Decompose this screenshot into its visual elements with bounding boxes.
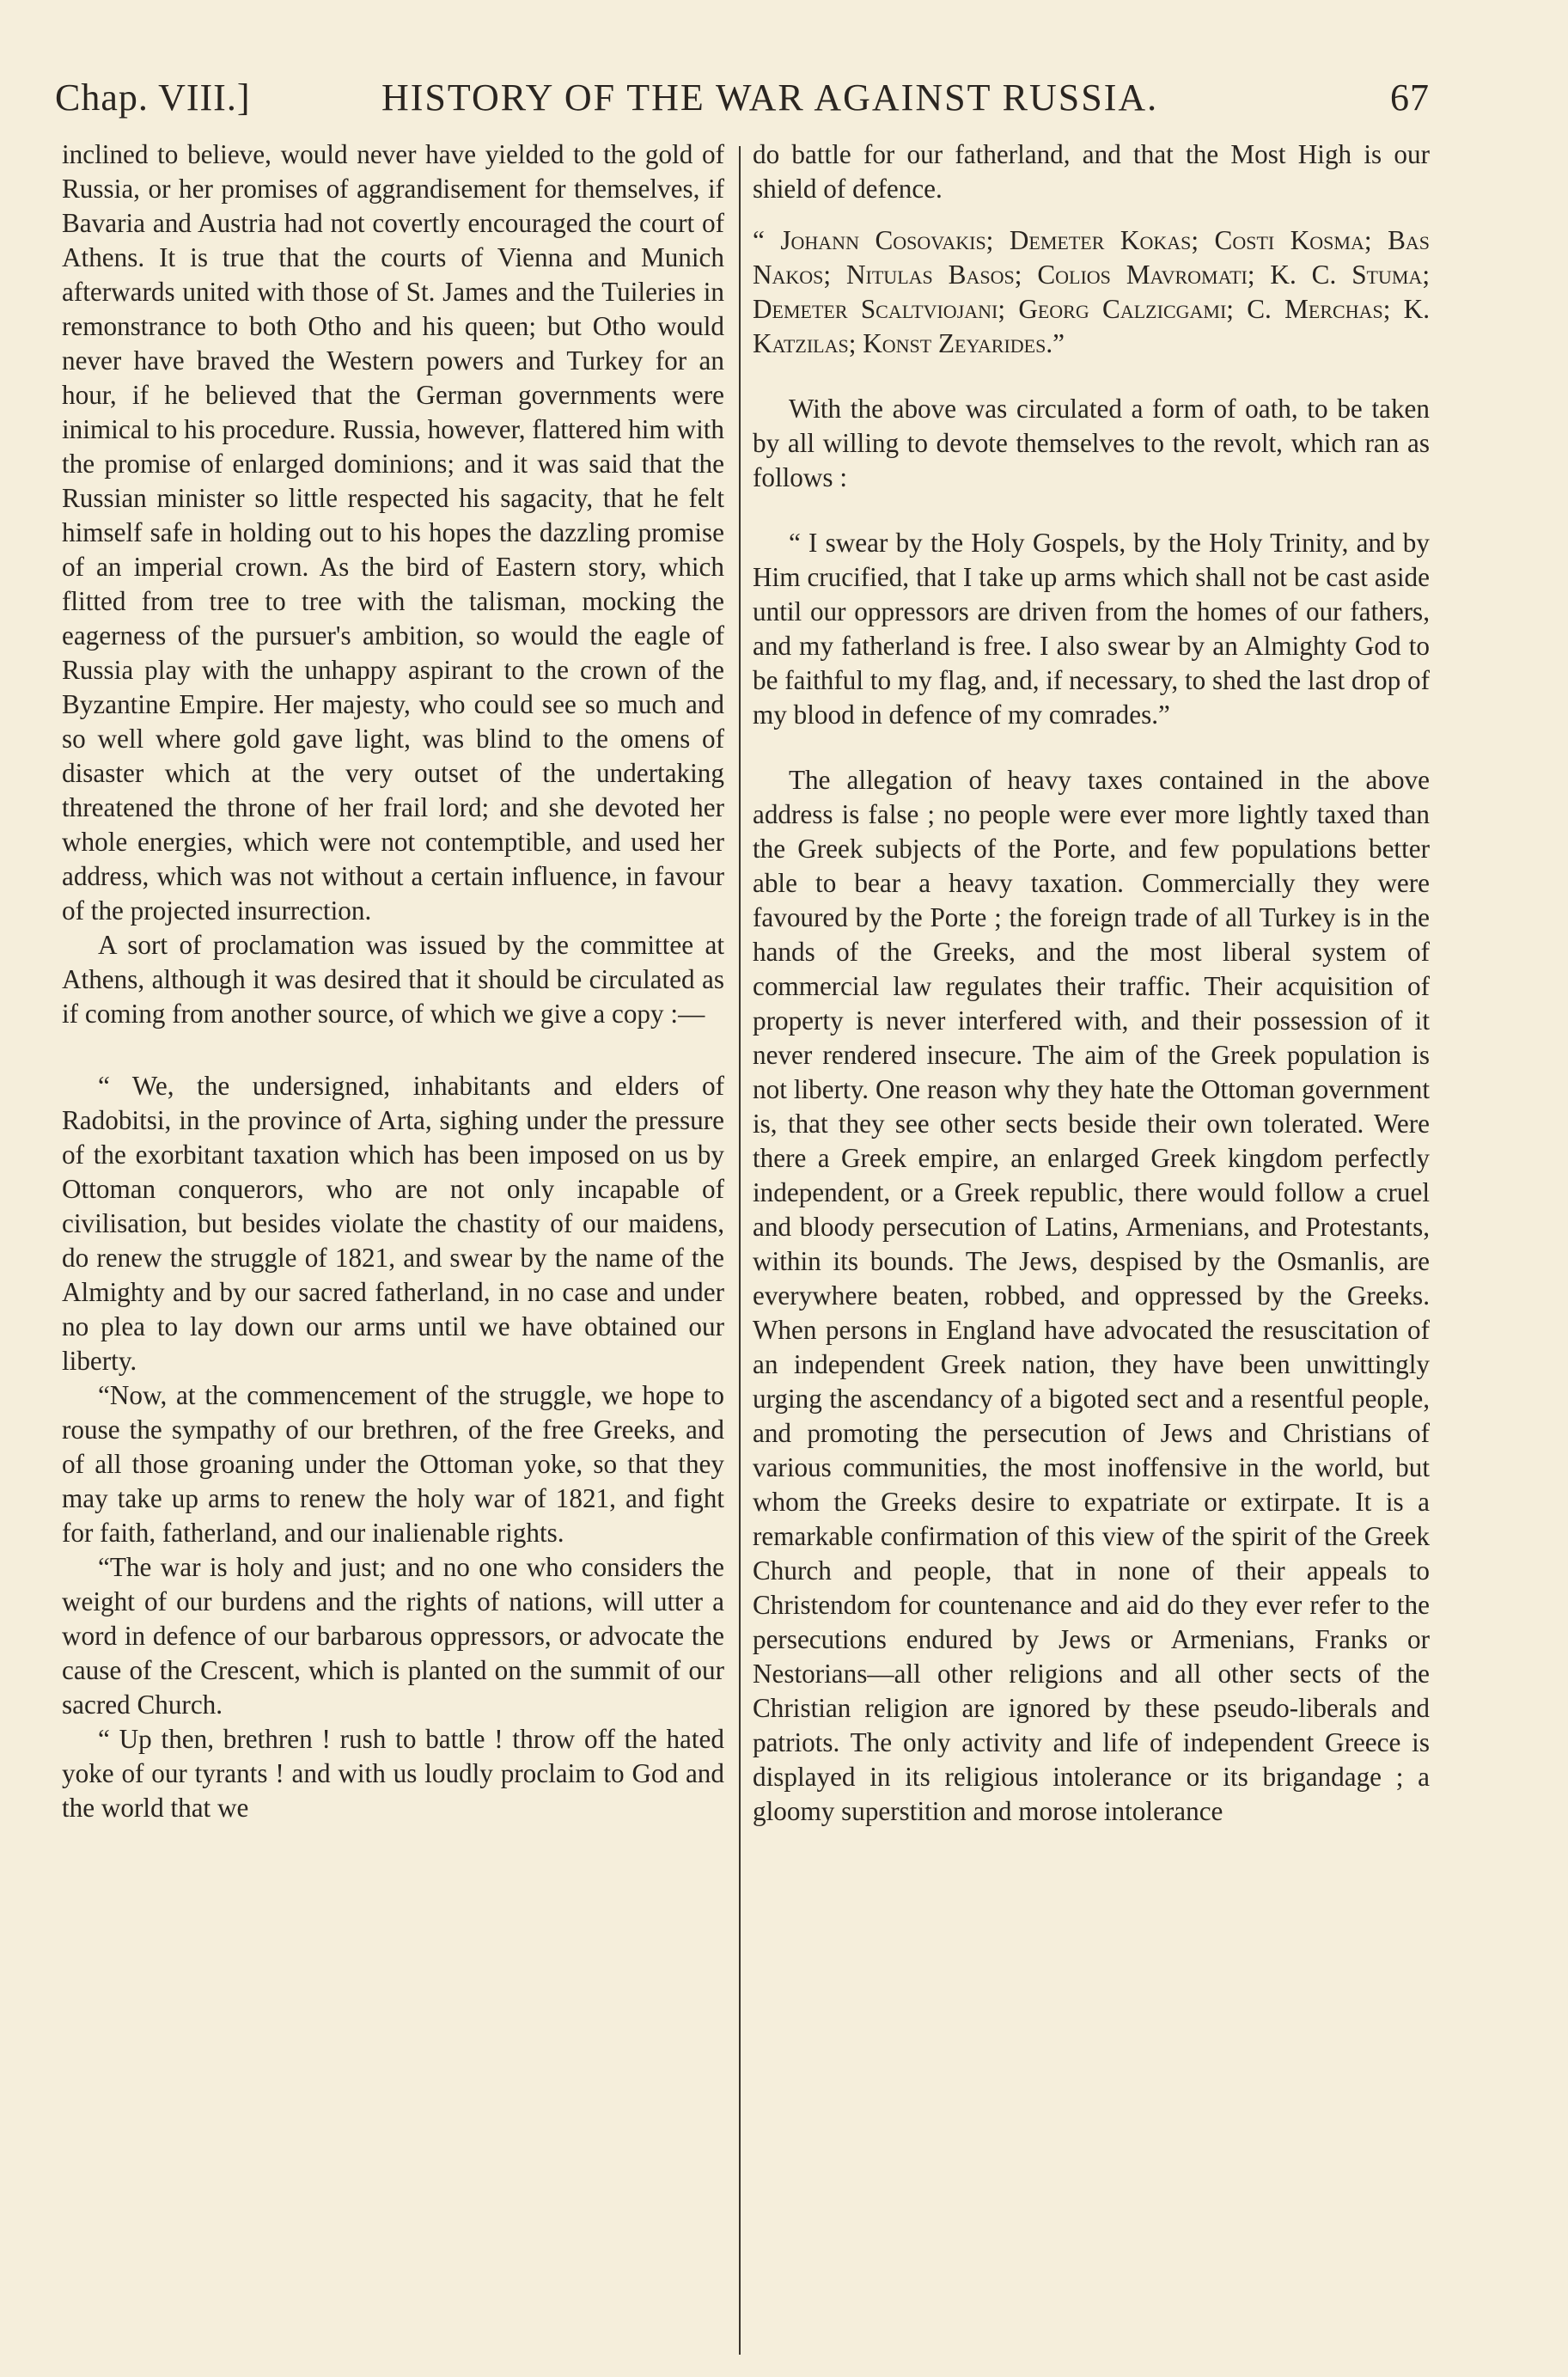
running-title: HISTORY OF THE WAR AGAINST RUSSIA. bbox=[381, 76, 1159, 119]
paragraph: do battle for our fatherland, and that the Most High is our shield of defence. bbox=[753, 139, 1430, 204]
page-header bbox=[55, 76, 1430, 127]
paragraph: A sort of proclamation was issued by the committee at Athens, although it was desired that it should be circulated as if coming from another source, of which we give a copy :— bbox=[62, 930, 724, 1029]
right-column bbox=[753, 137, 1430, 1829]
quoted-paragraph: “ Up then, brethren ! rush to battle ! throw off the hated yoke of our tyrants ! and with us loudly proclaim to God and the world that we bbox=[62, 1724, 724, 1823]
paragraph: The allegation of heavy taxes contained in the above address is false ; no people were ever more lightly taxed than the Greek subjects of the Porte, and few populations better able to bear a heavy taxation. Commercially they were favoured by the Porte ; the foreign trade of all Turkey is in the hands of the Greeks, and the most liberal system of commercial law regulates their traffic. Their acquisition of property is never interfered with, and their possession of it never rendered insecure. The aim of the Greek population is not liberty. One reason why they hate the Ottoman government is, that they see other sects beside their own tolerated. Were there a Greek empire, an enlarged Greek kingdom perfectly independent, or a Greek republic, there would follow a cruel and bloody persecution of Latins, Armenians, and Protestants, within its bounds. The Jews, despised by the Osmanlis, are everywhere beaten, robbed, and oppressed by the Greeks. When persons in England have advocated the resuscitation of an independent Greek nation, they have been unwittingly urging the ascendancy of a bigoted sect and a resentful people, and promoting the persecution of Jews and Christians of various communities, the most inoffensive in the world, but whom the Greeks desire to expatriate or extirpate. It is a remarkable confirmation of this view of the spirit of the Greek Church and people, that in none of their appeals to Christendom for countenance and aid do they ever refer to the persecutions endured by Jews or Armenians, Franks or Nestorians—all other religions and all other sects of the Christian religion are ignored by these pseudo-liberals and patriots. The only activity and life of independent Greece is displayed in its religious intolerance or its brigandage ; a gloomy superstition and morose intolerance bbox=[753, 765, 1430, 1826]
left-column bbox=[62, 137, 724, 1825]
signatories: “ Johann Cosovakis; Demeter Kokas; Costi Kosma; Bas Nakos; Nitulas Basos; Colios Mavromati; K. C. Stuma; Demeter Scaltviojani; Georg Calzicgami; C. Merchas; K. Katzilas; Konst Zeyarides.” bbox=[753, 225, 1430, 358]
quoted-paragraph: “Now, at the commencement of the struggle, we hope to rouse the sympathy of our brethren, of the free Greeks, and of all those groaning under the Ottoman yoke, so that they may take up arms to renew the holy war of 1821, and fight for faith, fatherland, and our inalienable rights. bbox=[62, 1380, 724, 1548]
column-divider bbox=[739, 146, 741, 2355]
quoted-paragraph: “ We, the undersigned, inhabitants and elders of Radobitsi, in the province of Arta, sighing under the pressure of the exorbitant taxation which has been imposed on us by Ottoman conquerors, who are not only incapable of civilisation, but besides violate the chastity of our maidens, do renew the struggle of 1821, and swear by the name of the Almighty and by our sacred fatherland, in no case and under no plea to lay down our arms until we have obtained our liberty. bbox=[62, 1071, 724, 1376]
quoted-paragraph: “The war is holy and just; and no one who considers the weight of our burdens and the rights of nations, will utter a word in defence of our barbarous oppressors, or advocate the cause of the Crescent, which is planted on the summit of our sacred Church. bbox=[62, 1552, 724, 1720]
chapter-label: Chap. VIII.] bbox=[55, 76, 251, 119]
paragraph: inclined to believe, would never have yielded to the gold of Russia, or her promises of aggrandisement for themselves, if Bavaria and Austria had not covertly encouraged the court of Athens. It is true that the courts of Vienna and Munich afterwards united with those of St. James and the Tuileries in remonstrance to both Otho and his queen; but Otho would never have braved the Western powers and Turkey for an hour, if he believed that the German governments were inimical to his procedure. Russia, however, flattered him with the promise of enlarged dominions; and it was said that the Russian minister so little respected his sagacity, that he felt himself safe in holding out to his hopes the dazzling promise of an imperial crown. As the bird of Eastern story, which flitted from tree to tree with the talisman, mocking the eagerness of the pursuer's ambition, so would the eagle of Russia play with the unhappy aspirant to the crown of the Byzantine Empire. Her majesty, who could see so much and so well where gold gave light, was blind to the omens of disaster which at the very outset of the undertaking threatened the throne of her frail lord; and she devoted her whole energies, which were not contemptible, and used her address, which was not without a certain influence, in favour of the projected insurrection. bbox=[62, 139, 724, 926]
paragraph: With the above was circulated a form of oath, to be taken by all willing to devote themselves to the revolt, which ran as follows : bbox=[753, 394, 1430, 492]
page-number: 67 bbox=[1390, 76, 1430, 119]
oath-paragraph: “ I swear by the Holy Gospels, by the Holy Trinity, and by Him crucified, that I take up arms which shall not be cast aside until our oppressors are driven from the homes of our fathers, and my fatherland is free. I also swear by an Almighty God to be faithful to my flag, and, if necessary, to shed the last drop of my blood in defence of my comrades.” bbox=[753, 528, 1430, 730]
